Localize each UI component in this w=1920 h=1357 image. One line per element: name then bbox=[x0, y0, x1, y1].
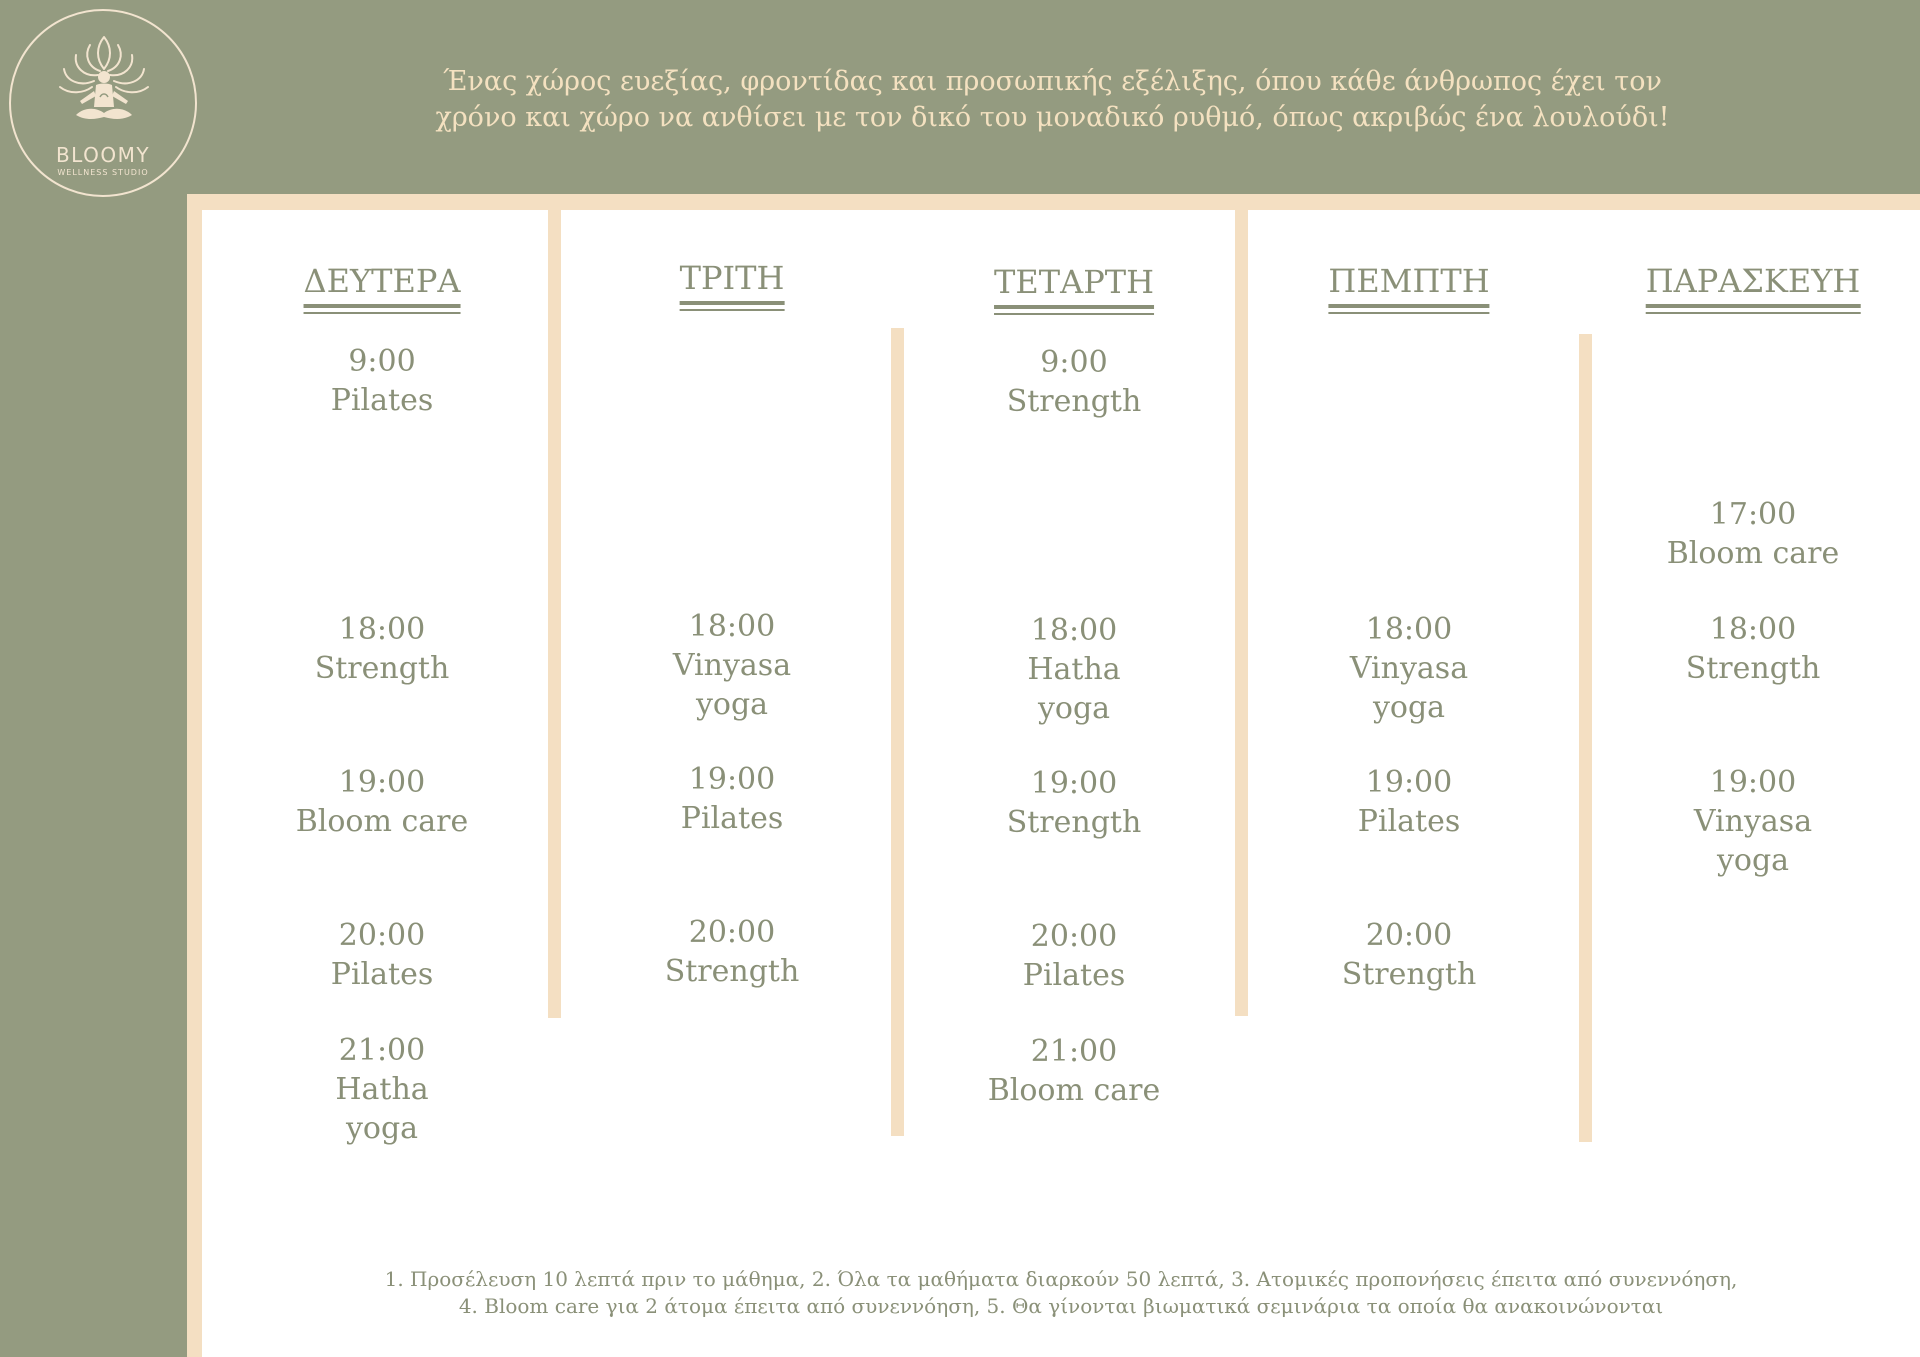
schedule-notes bbox=[202, 1266, 1920, 1320]
slot-class: yoga bbox=[1372, 690, 1446, 725]
class-slot bbox=[1686, 610, 1821, 688]
tagline bbox=[380, 64, 1725, 136]
slot-class: Strength bbox=[1006, 805, 1142, 840]
class-slot bbox=[335, 1031, 428, 1148]
class-slot bbox=[296, 763, 469, 841]
class-slot bbox=[988, 1032, 1161, 1110]
slot-time: 19:00 bbox=[1030, 766, 1118, 801]
slot-class: yoga bbox=[345, 1111, 419, 1146]
class-slot bbox=[1007, 343, 1142, 421]
slot-class: yoga bbox=[695, 687, 769, 722]
slot-time: 18:00 bbox=[1030, 613, 1118, 648]
day-heading-monday: ΔΕΥΤΕΡΑ bbox=[304, 262, 461, 308]
slot-time: 20:00 bbox=[1030, 919, 1118, 954]
day-heading-thursday: ΠΕΜΠΤΗ bbox=[1328, 262, 1489, 308]
tagline-line-1: Ένας χώρος ευεξίας, φροντίδας και προσωπικής εξέλιξης, όπου κάθε άνθρωπος έχει τον bbox=[443, 66, 1662, 97]
slot-class: yoga bbox=[1037, 691, 1111, 726]
slot-time: 19:00 bbox=[338, 765, 426, 800]
column-divider bbox=[1235, 210, 1248, 1016]
slot-time: 9:00 bbox=[1040, 345, 1108, 380]
class-slot bbox=[1342, 916, 1477, 994]
class-slot bbox=[1667, 495, 1840, 573]
day-heading-wednesday: ΤΕΤΑΡΤΗ bbox=[994, 263, 1154, 309]
slot-time: 18:00 bbox=[338, 612, 426, 647]
class-slot bbox=[681, 760, 783, 838]
slot-time: 21:00 bbox=[1030, 1034, 1118, 1069]
slot-class: Bloom care bbox=[987, 1073, 1161, 1108]
slot-class: Hatha bbox=[1027, 652, 1121, 687]
slot-class: Strength bbox=[664, 954, 800, 989]
slot-time: 19:00 bbox=[688, 762, 776, 797]
slot-class: Vinyasa bbox=[1349, 651, 1469, 686]
slot-class: Bloom care bbox=[1666, 536, 1840, 571]
slot-time: 18:00 bbox=[688, 609, 776, 644]
slot-class: Vinyasa bbox=[672, 648, 792, 683]
slot-time: 20:00 bbox=[338, 918, 426, 953]
slot-time: 20:00 bbox=[1365, 918, 1453, 953]
class-slot bbox=[665, 913, 800, 991]
class-slot bbox=[673, 607, 791, 724]
lotus-meditation-icon bbox=[56, 29, 152, 141]
class-slot bbox=[331, 916, 433, 994]
brand-name: BLOOMY bbox=[55, 143, 151, 167]
slot-class: Pilates bbox=[330, 383, 434, 418]
slot-class: Hatha bbox=[335, 1072, 429, 1107]
slot-class: Bloom care bbox=[295, 804, 469, 839]
slot-class: Vinyasa bbox=[1693, 804, 1813, 839]
notes-line-2: 4. Bloom care για 2 άτομα έπειτα από συνεννόηση, 5. Θα γίνονται βιωματικά σεμινάρια τα οποία θα ανακοινώνονται bbox=[458, 1294, 1664, 1318]
slot-class: Pilates bbox=[1022, 958, 1126, 993]
day-heading-tuesday: ΤΡΙΤΗ bbox=[680, 259, 785, 305]
class-slot bbox=[1694, 763, 1812, 880]
class-slot bbox=[1027, 611, 1120, 728]
slot-class: Strength bbox=[1341, 957, 1477, 992]
notes-line-1: 1. Προσέλευση 10 λεπτά πριν το μάθημα, 2. Όλα τα μαθήματα διαρκούν 50 λεπτά, 3. Ατομικές προπονήσεις έπειτα από συνεννόηση, bbox=[384, 1267, 1738, 1291]
class-slot bbox=[331, 342, 433, 420]
slot-time: 18:00 bbox=[1365, 612, 1453, 647]
slot-time: 21:00 bbox=[338, 1033, 426, 1068]
slot-class: Pilates bbox=[330, 957, 434, 992]
class-slot bbox=[1350, 610, 1468, 727]
class-slot bbox=[1007, 764, 1142, 842]
column-divider bbox=[891, 328, 904, 1136]
brand-logo bbox=[9, 9, 197, 197]
slot-time: 20:00 bbox=[688, 915, 776, 950]
slot-time: 19:00 bbox=[1365, 765, 1453, 800]
class-slot bbox=[1358, 763, 1460, 841]
slot-class: Strength bbox=[314, 651, 450, 686]
slot-time: 17:00 bbox=[1709, 497, 1797, 532]
brand-subtitle: WELLNESS STUDIO bbox=[57, 168, 149, 177]
class-slot bbox=[315, 610, 450, 688]
slot-class: Pilates bbox=[1357, 804, 1461, 839]
slot-time: 18:00 bbox=[1709, 612, 1797, 647]
slot-class: yoga bbox=[1716, 843, 1790, 878]
column-divider bbox=[1579, 334, 1592, 1142]
slot-class: Strength bbox=[1685, 651, 1821, 686]
slot-class: Strength bbox=[1006, 384, 1142, 419]
day-heading-friday: ΠΑΡΑΣΚΕΥΗ bbox=[1646, 262, 1861, 308]
slot-time: 9:00 bbox=[348, 344, 416, 379]
column-divider bbox=[548, 210, 561, 1018]
class-slot bbox=[1023, 917, 1125, 995]
slot-class: Pilates bbox=[680, 801, 784, 836]
slot-time: 19:00 bbox=[1709, 765, 1797, 800]
tagline-line-2: χρόνο και χώρο να ανθίσει με τον δικό του μοναδικό ρυθμό, όπως ακριβώς ένα λουλούδι! bbox=[435, 102, 1670, 133]
